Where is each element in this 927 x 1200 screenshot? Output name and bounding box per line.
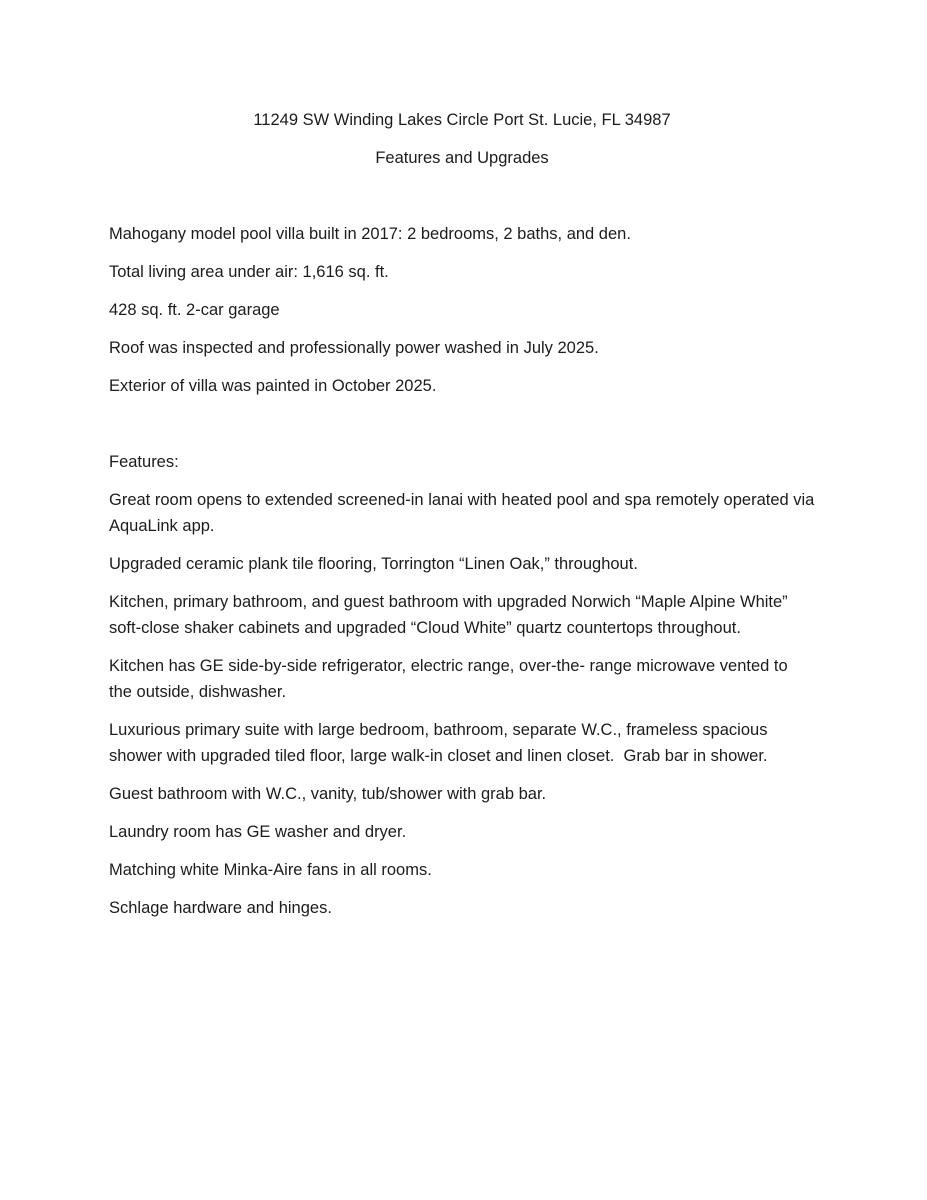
intro-paragraph: Roof was inspected and professionally power washed in July 2025.	[109, 339, 599, 357]
intro-paragraph: Exterior of villa was painted in October 2025.	[109, 377, 437, 395]
feature-paragraph: Laundry room has GE washer and dryer.	[109, 823, 407, 841]
intro-paragraph: 428 sq. ft. 2-car garage	[109, 301, 280, 319]
blank-line	[109, 183, 815, 221]
feature-paragraph: Upgraded ceramic plank tile flooring, Torrington “Linen Oak,” throughout.	[109, 555, 638, 573]
feature-paragraph: Matching white Minka-Aire fans in all rooms.	[109, 861, 432, 879]
document-subtitle: Features and Upgrades	[375, 149, 549, 167]
feature-paragraph: Luxurious primary suite with large bedroom, bathroom, separate W.C., frameless spacious shower with upgraded tiled floor, large walk-in closet and linen closet. Grab bar in shower.	[109, 721, 773, 765]
blank-line	[109, 411, 815, 449]
feature-paragraph: Great room opens to extended screened-in lanai with heated pool and spa remotely operated via AquaLink app.	[109, 491, 819, 535]
feature-paragraph: Kitchen, primary bathroom, and guest bathroom with upgraded Norwich “Maple Alpine White” soft-close shaker cabinets and upgraded “Cloud White” quartz countertops throughout.	[109, 593, 793, 637]
document-title: 11249 SW Winding Lakes Circle Port St. Lucie, FL 34987	[253, 111, 671, 129]
intro-paragraph: Mahogany model pool villa built in 2017: 2 bedrooms, 2 baths, and den.	[109, 225, 631, 243]
features-heading: Features:	[109, 453, 179, 471]
feature-paragraph: Kitchen has GE side-by-side refrigerator, electric range, over-the- range microwave vented to the outside, dishwasher.	[109, 657, 793, 701]
intro-paragraph: Total living area under air: 1,616 sq. ft.	[109, 263, 389, 281]
feature-paragraph: Schlage hardware and hinges.	[109, 899, 332, 917]
feature-paragraph: Guest bathroom with W.C., vanity, tub/shower with grab bar.	[109, 785, 547, 803]
